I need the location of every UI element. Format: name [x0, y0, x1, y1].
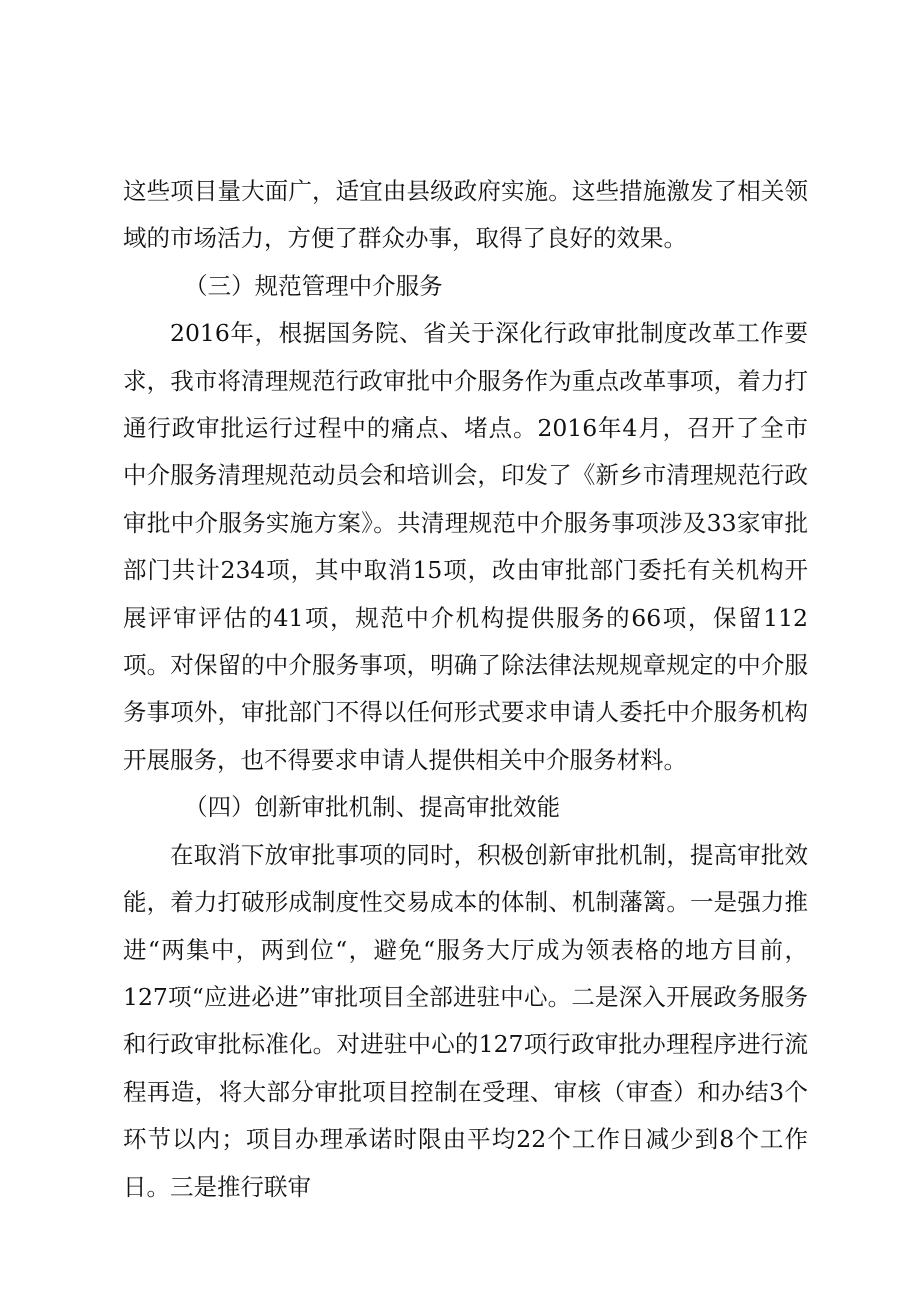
- section-heading-3: （三）规范管理中介服务: [184, 271, 443, 300]
- section-heading-4: （四）创新审批机制、提高审批效能: [184, 793, 561, 822]
- paragraph-intermediary-services: 2016年，根据国务院、省关于深化行政审批制度改革工作要求，我市将清理规范行政审批中介服务作为重点改革事项，着力打通行政审批运行过程中的痛点、堵点。2016年4月，召开了全市中介服务清理规范动员会和培训会，印发了《新乡市清理规范行政审批中介服务实施方案》。共清理规范中介服务事项涉及33家审批部门共计234项，其中取消15项，改由审批部门委托有关机构开展评审评估的41项，规范中介机构提供服务的66项，保留112项。对保留的中介服务事项，明确了除法律法规规章规定的中介服务事项外，审批部门不得以任何形式要求申请人委托中介服务机构开展服务，也不得要求申请人提供相关中介服务材料。: [123, 319, 808, 774]
- document-body: [123, 168, 808, 1211]
- paragraph-approval-mechanism: 在取消下放审批事项的同时，积极创新审批机制，提高审批效能，着力打破形成制度性交易成本的体制、机制藩篱。一是强力推进“两集中，两到位“，避免“服务大厅成为领表格的地方目前，127项“应进必进”审批项目全部进驻中心。二是深入开展政务服务和行政审批标准化。对进驻中心的127项行政审批办理程序进行流程再造，将大部分审批项目控制在受理、审核（审查）和办结3个环节以内；项目办理承诺时限由平均22个工作日减少到8个工作日。三是推行联审: [123, 840, 808, 1201]
- paragraph-continuation: 这些项目量大面广，适宜由县级政府实施。这些措施激发了相关领域的市场活力，方便了群众办事，取得了良好的效果。: [123, 177, 808, 253]
